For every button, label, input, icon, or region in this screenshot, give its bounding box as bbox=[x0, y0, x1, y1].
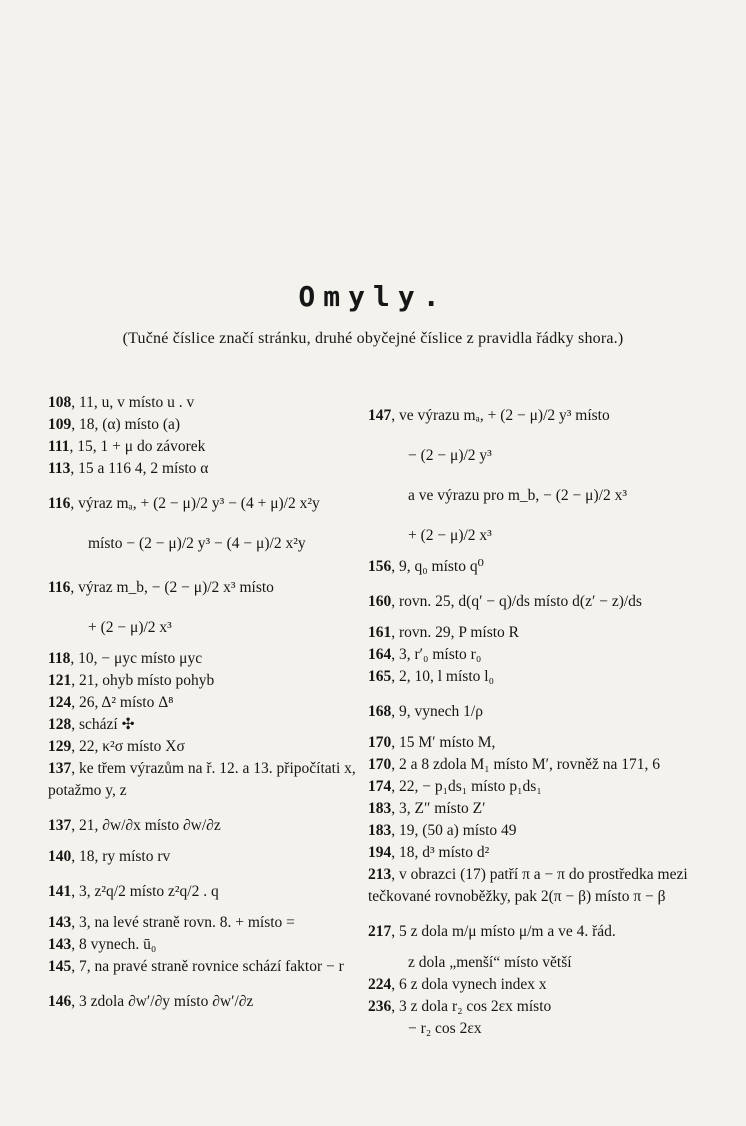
errata-continuation: − (2 − μ)/2 y³ bbox=[408, 447, 492, 464]
errata-entry: 194, 18, d³ místo d² bbox=[368, 844, 490, 861]
errata-continuation: místo − (2 − μ)/2 y³ − (4 − μ)/2 x²y bbox=[88, 535, 306, 552]
errata-continuation: z dola „menší“ místo větší bbox=[408, 954, 572, 971]
errata-entry: 213, v obrazci (17) patří π a − π do prostředka mezi tečkované rovnoběžky, pak 2(π − β) místo π − β bbox=[368, 866, 688, 905]
errata-continuation: + (2 − μ)/2 x³ bbox=[88, 619, 172, 636]
errata-entry: 121, 21, ohyb místo pohyb bbox=[48, 672, 215, 689]
errata-entry: 108, 11, u, v místo u . v bbox=[48, 394, 195, 411]
errata-entry: 170, 15 M′ místo M, bbox=[368, 734, 496, 751]
errata-entry: 183, 3, Z″ místo Z′ bbox=[368, 800, 486, 817]
errata-continuation: + (2 − μ)/2 x³ bbox=[408, 527, 492, 544]
errata-entry: 161, rovn. 29, P místo R bbox=[368, 624, 519, 641]
errata-entry: 145, 7, na pravé straně rovnice schází faktor − r bbox=[48, 958, 344, 975]
errata-entry: 128, schází ✣ bbox=[48, 716, 135, 733]
errata-entry: 109, 18, (α) místo (a) bbox=[48, 416, 181, 433]
errata-entry: 143, 8 vynech. ū₀ bbox=[48, 936, 157, 953]
errata-entry: 156, 9, q₀ místo q⁰ bbox=[368, 558, 484, 575]
errata-entry: 118, 10, − μyc místo μyc bbox=[48, 650, 203, 667]
errata-entry: 137, ke třem výrazům na ř. 12. a 13. připočítati x, potažmo y, z bbox=[48, 760, 356, 799]
errata-continuation: a ve výrazu pro m_b, − (2 − μ)/2 x³ bbox=[408, 487, 627, 504]
errata-entry: 141, 3, z²q/2 místo z²q/2 . q bbox=[48, 883, 219, 900]
page-title: Omyly. bbox=[298, 280, 448, 313]
errata-entry: 174, 22, − p₁ds₁ místo p₁ds₁ bbox=[368, 778, 542, 795]
right-column bbox=[368, 392, 708, 1040]
errata-entry: 224, 6 z dola vynech index x bbox=[368, 976, 547, 993]
errata-entry: 168, 9, vynech 1/ρ bbox=[368, 703, 483, 720]
errata-entry: 146, 3 zdola ∂w′/∂y místo ∂w′/∂z bbox=[48, 993, 254, 1010]
errata-entry: 236, 3 z dola r₂ cos 2εx místo bbox=[368, 998, 552, 1015]
errata-entry: 217, 5 z dola m/μ místo μ/m a ve 4. řád. bbox=[368, 923, 616, 940]
errata-entry: 183, 19, (50 a) místo 49 bbox=[368, 822, 517, 839]
errata-entry: 140, 18, ry místo rv bbox=[48, 848, 171, 865]
errata-entry: 116, výraz m_b, − (2 − μ)/2 x³ místo bbox=[48, 579, 274, 596]
errata-entry: 111, 15, 1 + μ do závorek bbox=[48, 438, 206, 455]
errata-entry: 113, 15 a 116 4, 2 místo α bbox=[48, 460, 209, 477]
page-subtitle: (Tučné číslice značí stránku, druhé obyčejné číslice z pravidla řádky shora.) bbox=[122, 330, 624, 347]
errata-entry: 137, 21, ∂w/∂x místo ∂w/∂z bbox=[48, 817, 221, 834]
errata-continuation: − r₂ cos 2εx bbox=[408, 1020, 482, 1037]
errata-entry: 147, ve výrazu mₐ, + (2 − μ)/2 y³ místo bbox=[368, 407, 610, 424]
errata-entry: 129, 22, κ²σ místo Xσ bbox=[48, 738, 185, 755]
errata-entry: 165, 2, 10, l místo l₀ bbox=[368, 668, 494, 685]
errata-entry: 160, rovn. 25, d(q′ − q)/ds místo d(z′ − z)/ds bbox=[368, 593, 642, 610]
errata-entry: 170, 2 a 8 zdola M₁ místo M′, rovněž na 171, 6 bbox=[368, 756, 661, 773]
errata-entry: 164, 3, r′₀ místo r₀ bbox=[368, 646, 482, 663]
errata-entry: 143, 3, na levé straně rovn. 8. + místo = bbox=[48, 914, 295, 931]
errata-entry: 116, výraz mₐ, + (2 − μ)/2 y³ − (4 + μ)/2 x²y bbox=[48, 495, 320, 512]
left-column bbox=[48, 392, 360, 1022]
errata-entry: 124, 26, Δ² místo Δ⁸ bbox=[48, 694, 174, 711]
